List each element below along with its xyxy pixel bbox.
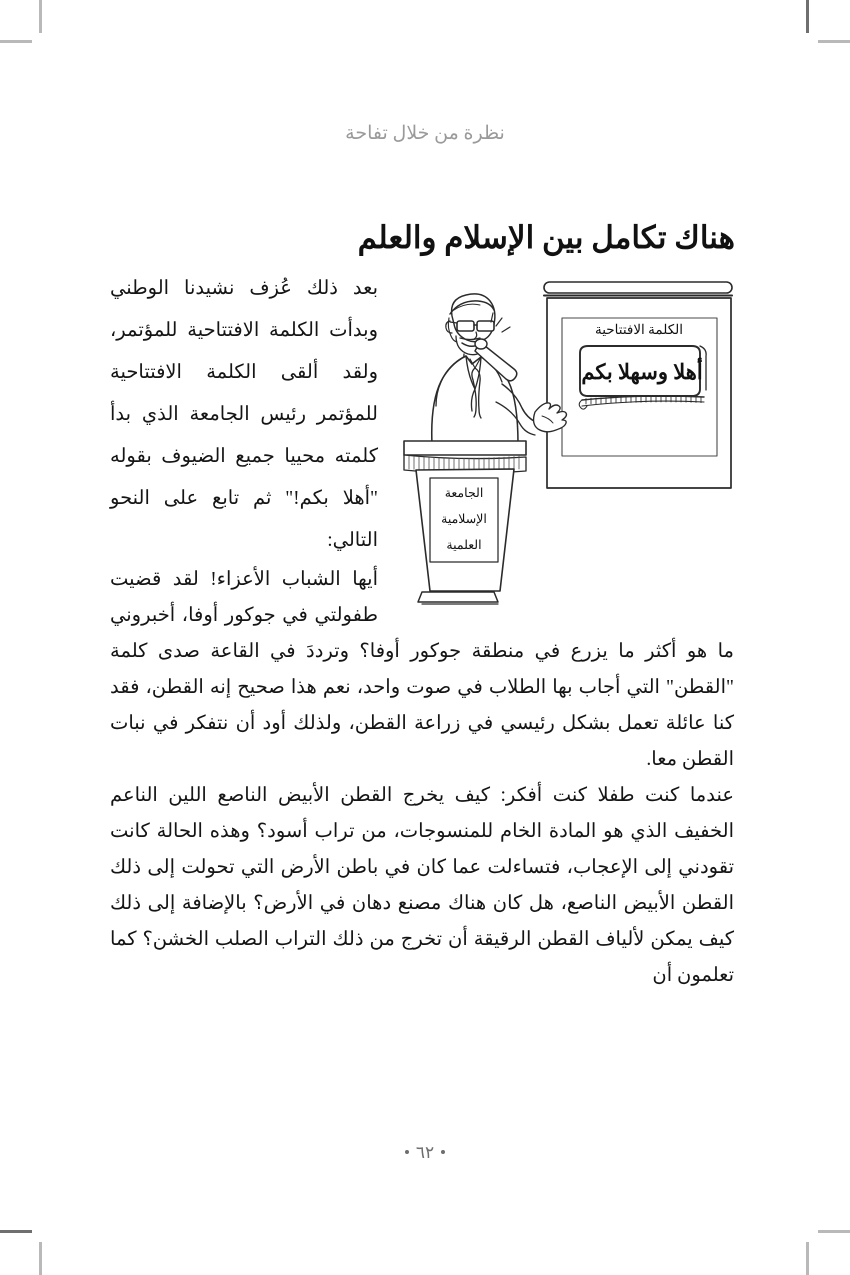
paragraph-speech-1: أيها الشباب الأعزاء! لقد قضيت طفولتي في جوكور أوفا، أخبروني ما هو أكثر ما يزرع في منطقة جوكور أوفا؟ وترددَ في القاعة صدى كلمة "القطن" التي أجاب بها الطلاب في صوت واحد، نعم هذا صحيح إنه القطن، فقد كنا عائلة تعمل بشكل رئيسي في زراعة القطن، ولذلك أود أن نتفكر في نبات القطن معا. [110, 569, 734, 770]
paragraph-speech-2: عندما كنت طفلا كنت أفكر: كيف يخرج القطن الأبيض الناصع اللين الناعم الخفيف الذي هو المادة الخام للمنسوجات، من تراب أسود؟ وهذه الحالة كانت تقودني إلى الإعجاب، فتساءلت عما كان في باطن الأرض التي تحولت إلى ذلك القطن الأبيض الناصع، هل كان هناك مصنع دهان في الأرض؟ بالإضافة إلى ذلك كيف يمكن لألياف القطن الرقيقة أن تخرج من ذلك التراب الصلب الخشن؟ كما تعلمون أن [110, 785, 734, 986]
text-column [110, 268, 734, 994]
crop-mark-bottom-left-vertical [39, 1242, 42, 1275]
folio-dot-left [441, 1150, 445, 1154]
crop-mark-top-left-vertical [39, 0, 42, 33]
crop-mark-bottom-right-vertical [806, 1242, 809, 1275]
slide-heading: الكلمة الافتتاحية [594, 322, 684, 337]
eyeglasses [450, 321, 494, 331]
page-folio [0, 1142, 850, 1163]
page-number: ٦٢ [415, 1143, 435, 1163]
crop-mark-top-right-vertical [806, 0, 809, 33]
crop-mark-top-left-horizontal [0, 40, 32, 43]
podium-base [418, 592, 498, 602]
illustration-figure [392, 274, 734, 616]
podium-sign-line-2: الإسلامية [441, 512, 487, 526]
slide-banner-text: أهلا وسهلا بكم [581, 360, 703, 384]
chapter-title: هناك تكامل بين الإسلام والعلم [357, 219, 735, 255]
podium-top [404, 441, 526, 455]
paragraph-intro: بعد ذلك عُزف نشيدنا الوطني وبدأت الكلمة الافتتاحية للمؤتمر، ولقد ألقى الكلمة الافتتاحية للمؤتمر رئيس الجامعة الذي بدأ كلمته محييا جميع الضيوف بقوله "أهلا بكم!" ثم تابع على النحو التالي: [110, 278, 378, 551]
podium-sign-line-3: العلمية [446, 538, 482, 552]
podium-sign-text [430, 480, 498, 558]
crop-mark-bottom-left-horizontal [0, 1230, 32, 1233]
crop-mark-top-right-horizontal [818, 40, 850, 43]
podium-sign-line-1: الجامعة [444, 486, 484, 500]
running-head: نظرة من خلال تفاحة [345, 123, 505, 144]
folio-dot-right [405, 1150, 409, 1154]
crop-mark-bottom-right-horizontal [818, 1230, 850, 1233]
speaker-podium-illustration [392, 274, 734, 616]
